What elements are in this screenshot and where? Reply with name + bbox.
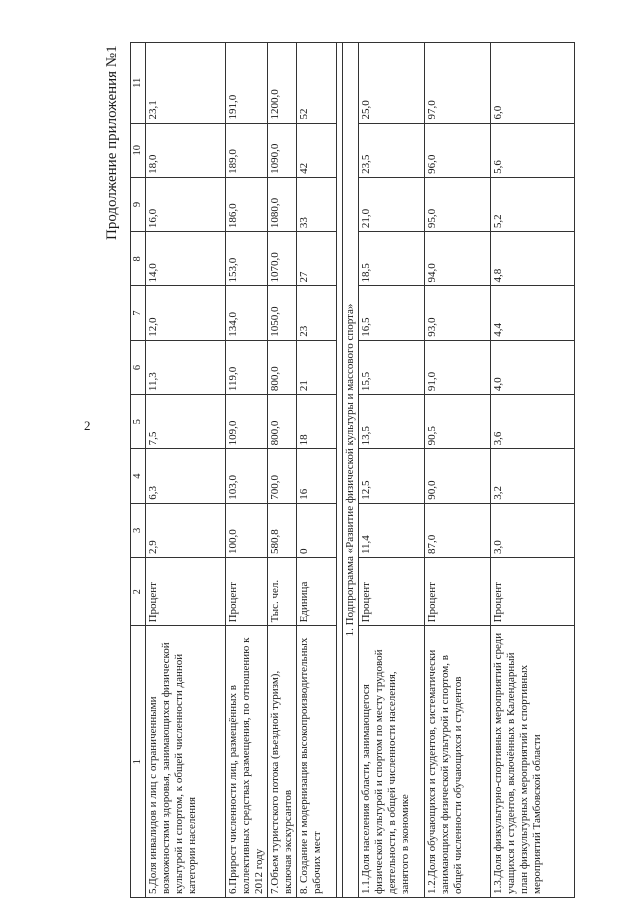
value-cell: 11,3 (146, 340, 226, 394)
value-cell: 4,8 (491, 232, 575, 286)
indicator-label: 7.Объем туристского потока (въездной туризм), включая экскурсантов (268, 626, 297, 898)
value-cell: 15,5 (359, 340, 425, 394)
indicator-label: 1.3.Доля физкультурно-спортивных мероприятий среди учащихся и студентов, включённых в Календарный план физкультурных мероприятий и спортивных мероприятий Тамбовской области (491, 626, 575, 898)
value-cell: 95,0 (425, 177, 491, 231)
header-cell: 7 (131, 286, 146, 340)
value-cell: 18 (297, 395, 337, 449)
value-cell: 14,0 (146, 232, 226, 286)
value-cell: 1070,0 (268, 232, 297, 286)
value-cell: 580,8 (268, 503, 297, 557)
indicators-table-wrap (130, 42, 542, 898)
indicator-label: 1.1.Доля населения области, занимающегося физической культурой и спортом по месту трудовой деятельности, в общей численности населения, занятого в экономике (359, 626, 425, 898)
value-cell: 5,6 (491, 123, 575, 177)
value-cell: 27 (297, 232, 337, 286)
table-row (268, 43, 297, 898)
value-cell: 42 (297, 123, 337, 177)
subprogram-title: 1. Подпрограмма «Развитие физической культуры и массового спорта» (343, 43, 359, 898)
value-cell: 87,0 (425, 503, 491, 557)
indicator-label: 6.Прирост численности лиц, размещённых в коллективных средствах размещения, по отношению к 2012 году (226, 626, 268, 898)
value-cell: 21 (297, 340, 337, 394)
unit-cell: Тыс. чел. (268, 558, 297, 626)
value-cell: 1080,0 (268, 177, 297, 231)
value-cell: 90,0 (425, 449, 491, 503)
value-cell: 25,0 (359, 43, 425, 124)
indicator-label: 5.Доля инвалидов и лиц с ограниченными возможностями здоровья, занимающихся физической культурой и спортом, к общей численности данной категории населения (146, 626, 226, 898)
page-title: Продолжение приложения №1 (104, 45, 120, 240)
value-cell: 119,0 (226, 340, 268, 394)
header-row (131, 43, 146, 898)
header-cell: 10 (131, 123, 146, 177)
value-cell: 3,0 (491, 503, 575, 557)
table-row (491, 43, 575, 898)
table-row (226, 43, 268, 898)
header-cell: 8 (131, 232, 146, 286)
indicator-label: 8. Создание и модернизация высокопроизводительных рабочих мест (297, 626, 337, 898)
header-cell: 11 (131, 43, 146, 124)
subprogram-row (343, 43, 359, 898)
value-cell: 186,0 (226, 177, 268, 231)
value-cell: 23 (297, 286, 337, 340)
unit-cell: Процент (146, 558, 226, 626)
header-cell: 6 (131, 340, 146, 394)
header-cell: 3 (131, 503, 146, 557)
value-cell: 134,0 (226, 286, 268, 340)
header-cell: 5 (131, 395, 146, 449)
unit-cell: Процент (359, 558, 425, 626)
value-cell: 4,0 (491, 340, 575, 394)
value-cell: 21,0 (359, 177, 425, 231)
value-cell: 97,0 (425, 43, 491, 124)
value-cell: 11,4 (359, 503, 425, 557)
value-cell: 103,0 (226, 449, 268, 503)
value-cell: 18,0 (146, 123, 226, 177)
value-cell: 700,0 (268, 449, 297, 503)
value-cell: 3,2 (491, 449, 575, 503)
value-cell: 91,0 (425, 340, 491, 394)
value-cell: 16,5 (359, 286, 425, 340)
header-cell: 4 (131, 449, 146, 503)
table-row (146, 43, 226, 898)
value-cell: 6,3 (146, 449, 226, 503)
unit-cell: Единица (297, 558, 337, 626)
table-row (359, 43, 425, 898)
value-cell: 13,5 (359, 395, 425, 449)
page-number: 2 (84, 418, 91, 433)
value-cell: 100,0 (226, 503, 268, 557)
value-cell: 23,5 (359, 123, 425, 177)
table-row (425, 43, 491, 898)
header-cell: 2 (131, 558, 146, 626)
unit-cell: Процент (491, 558, 575, 626)
value-cell: 52 (297, 43, 337, 124)
value-cell: 189,0 (226, 123, 268, 177)
unit-cell: Процент (425, 558, 491, 626)
value-cell: 800,0 (268, 340, 297, 394)
value-cell: 2,9 (146, 503, 226, 557)
table-body (131, 43, 575, 898)
value-cell: 4,4 (491, 286, 575, 340)
indicators-table (130, 42, 575, 898)
value-cell: 23,1 (146, 43, 226, 124)
value-cell: 12,0 (146, 286, 226, 340)
header-cell: 1 (131, 626, 146, 898)
value-cell: 3,6 (491, 395, 575, 449)
value-cell: 18,5 (359, 232, 425, 286)
value-cell: 16,0 (146, 177, 226, 231)
value-cell: 153,0 (226, 232, 268, 286)
value-cell: 93,0 (425, 286, 491, 340)
value-cell: 96,0 (425, 123, 491, 177)
value-cell: 5,2 (491, 177, 575, 231)
value-cell: 0 (297, 503, 337, 557)
value-cell: 16 (297, 449, 337, 503)
value-cell: 12,5 (359, 449, 425, 503)
value-cell: 90,5 (425, 395, 491, 449)
table-row (297, 43, 337, 898)
value-cell: 6,0 (491, 43, 575, 124)
value-cell: 1200,0 (268, 43, 297, 124)
value-cell: 191,0 (226, 43, 268, 124)
indicator-label: 1.2.Доля обучающихся и студентов, систематически занимающихся физической культурой и спортом, в общей численности обучающихся и студентов (425, 626, 491, 898)
value-cell: 94,0 (425, 232, 491, 286)
value-cell: 1050,0 (268, 286, 297, 340)
value-cell: 800,0 (268, 395, 297, 449)
value-cell: 1090,0 (268, 123, 297, 177)
value-cell: 7,5 (146, 395, 226, 449)
value-cell: 33 (297, 177, 337, 231)
unit-cell: Процент (226, 558, 268, 626)
value-cell: 109,0 (226, 395, 268, 449)
header-cell: 9 (131, 177, 146, 231)
